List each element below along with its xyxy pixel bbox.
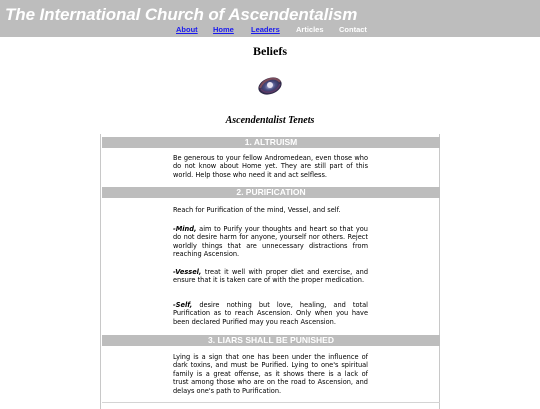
paragraph <box>173 301 368 326</box>
nav-bar <box>0 25 540 37</box>
section-header-liars: 3. LIARS SHALL BE PUNISHED <box>102 335 440 346</box>
spiral-galaxy-icon <box>256 72 284 98</box>
nav-link-articles[interactable]: Articles <box>296 25 324 34</box>
paragraph-text: Lying is a sign that one has been under the influence of dark toxins, and must be Purified. Lying to one's spiritual family is a great offense, as it shows there is a lack of trust among those who are on the road to Ascension, and delays one's path to Purification. <box>173 353 368 395</box>
section-body-purification-mind <box>173 225 368 259</box>
section-body-purification-self <box>173 301 368 326</box>
paragraph <box>173 353 368 395</box>
section-body-purification-vessel <box>173 268 368 285</box>
paragraph <box>173 225 368 259</box>
paragraph-text: treat it well with proper diet and exercise, and ensure that it is taken care of with the proper medication. <box>173 268 368 285</box>
paragraph-text: Be generous to your fellow Andromedean, even those who do not know about Home yet. They are still part of this world. Help those who need it and act selfless. <box>173 154 368 179</box>
paragraph-lead: -Self, <box>173 301 193 309</box>
paragraph <box>173 154 368 179</box>
paragraph-text: aim to Purify your thoughts and heart so that you do not desire harm for anyone, yourself nor others. Reject worldly things that are unnecessary distractions from reaching Ascension. <box>173 225 368 259</box>
paragraph <box>173 206 368 214</box>
site-title: The International Church of Ascendentalism <box>5 5 358 24</box>
nav-link-about[interactable]: About <box>176 25 198 34</box>
section-header-altruism: 1. ALTRUISM <box>102 137 440 148</box>
paragraph <box>173 268 368 285</box>
paragraph-lead: -Vessel, <box>173 268 202 276</box>
nav-link-home[interactable]: Home <box>213 25 234 34</box>
page-title: Beliefs <box>253 44 287 58</box>
section-body-altruism <box>173 154 368 179</box>
tenets-list <box>100 134 440 409</box>
paragraph-lead: -Mind, <box>173 225 197 233</box>
nav-link-contact[interactable]: Contact <box>339 25 367 34</box>
tenets-subtitle: Ascendentalist Tenets <box>225 115 315 126</box>
site-header <box>0 0 540 37</box>
paragraph-text: desire nothing but love, healing, and total Purification as to reach Ascension. Only when you have been declared Purified may you reach Ascension. <box>173 301 368 326</box>
section-body-liars <box>173 353 368 395</box>
nav-link-leaders[interactable]: Leaders <box>251 25 280 34</box>
section-body-purification <box>173 206 368 214</box>
paragraph-text: Reach for Purification of the mind, Vessel, and self. <box>173 206 341 214</box>
section-header-purification: 2. PURIFICATION <box>102 187 440 198</box>
divider <box>102 402 440 403</box>
